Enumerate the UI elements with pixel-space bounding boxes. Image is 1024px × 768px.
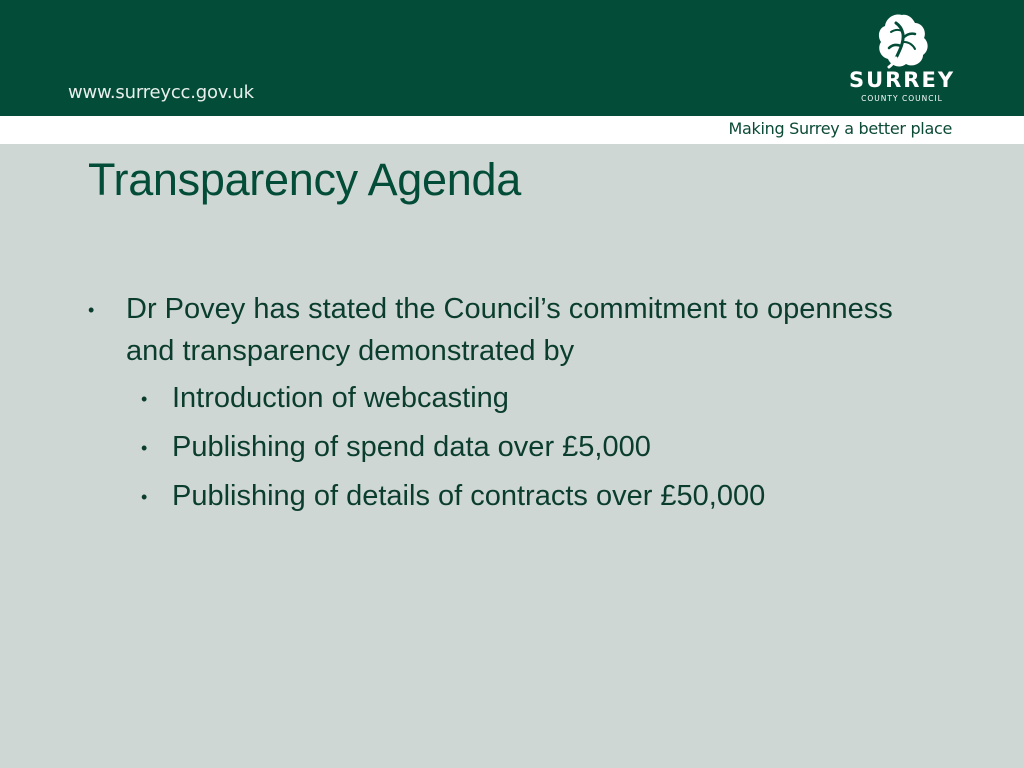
slide-title: Transparency Agenda xyxy=(88,154,521,205)
sub-bullet-text: Publishing of details of contracts over £50,000 xyxy=(172,480,766,512)
sub-bullet-text: Introduction of webcasting xyxy=(172,382,509,414)
bullet-dot-icon: • xyxy=(141,487,148,507)
bullet-dot-icon: • xyxy=(141,438,148,458)
bullet-dot-icon: • xyxy=(88,300,95,320)
sub-bullet-text: Publishing of spend data over £5,000 xyxy=(172,431,651,463)
strapline: Making Surrey a better place xyxy=(728,119,952,138)
sub-bullet-item xyxy=(141,377,932,419)
bullet-text: Dr Povey has stated the Council’s commitment to openness and transparency demonstrated by xyxy=(126,293,893,367)
bullet-dot-icon: • xyxy=(141,389,148,409)
sub-bullet-item xyxy=(141,475,932,517)
logo-wordmark: SURREY xyxy=(848,68,956,92)
logo-subtitle: COUNTY COUNCIL xyxy=(861,94,943,103)
website-url[interactable]: www.surreycc.gov.uk xyxy=(68,82,254,103)
sub-bullet-item xyxy=(141,426,932,468)
bullet-item xyxy=(88,288,926,372)
